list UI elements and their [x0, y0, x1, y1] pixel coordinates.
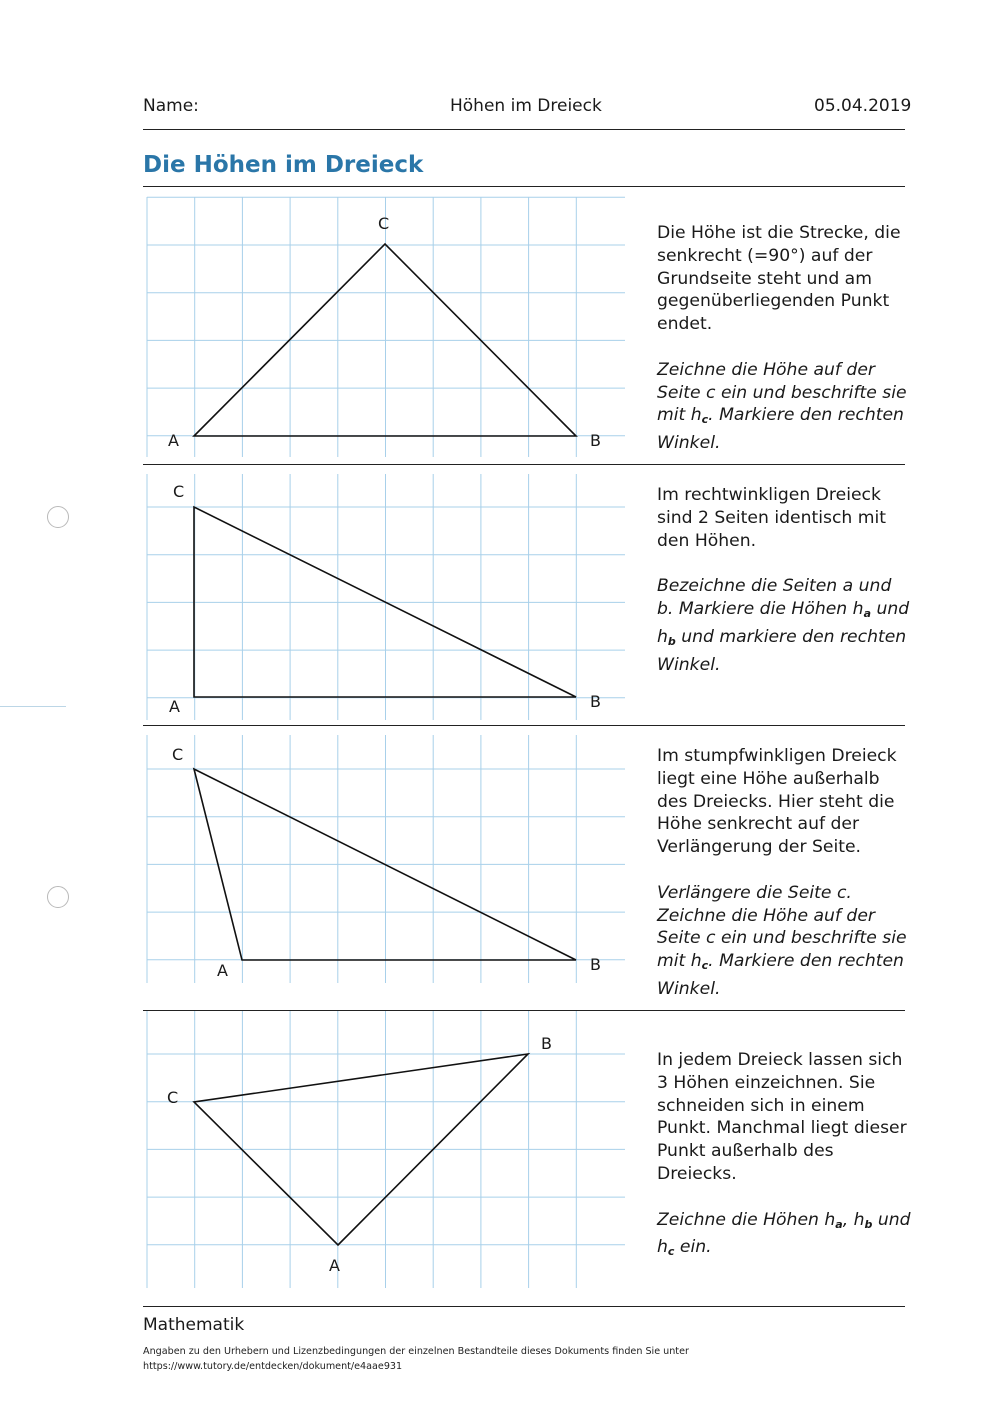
page-title: Die Höhen im Dreieck — [143, 152, 424, 178]
name-label: Name: — [143, 96, 199, 116]
triangle-1-vertex-b: B — [590, 431, 601, 450]
section-2-info: Im rechtwinkligen Dreieck sind 2 Seiten identisch mit den Höhen. — [657, 485, 887, 551]
square-grid — [147, 197, 625, 1288]
section-4-text — [657, 1049, 912, 1287]
triangle-3-vertex-b: B — [590, 955, 601, 974]
footer-license-text: Angaben zu den Urhebern und Lizenzbedingungen der einzelnen Bestandteile dieses Dokuments finden Sie unter — [143, 1346, 689, 1357]
section-1-task: Zeichne die Höhe auf der Seite c ein und beschrifte sie mit $h_c$. Markiere den rechten Winkel. — [657, 359, 907, 454]
section-2-text — [657, 484, 912, 699]
triangle-3-vertex-a: A — [217, 961, 228, 980]
document-title: Höhen im Dreieck — [450, 96, 602, 116]
triangle-4 — [167, 1034, 552, 1275]
section-1-info: Die Höhe ist die Strecke, die senkrecht (=90°) auf der Grundseite steht und am gegenüberliegenden Punkt endet. — [657, 223, 901, 335]
section-2-task: Bezeichne die Seiten a und b. Markiere die Höhen $h_a$ und $h_b$ und markiere den rechten Winkel. — [657, 576, 910, 675]
footer-license — [143, 1344, 689, 1374]
triangle-2 — [169, 482, 601, 716]
triangle-1-vertex-a: A — [168, 431, 179, 450]
triangle-4-vertex-b: B — [541, 1034, 552, 1053]
section-3-info: Im stumpfwinkligen Dreieck liegt eine Höhe außerhalb des Dreiecks. Hier steht die Höhe senkrecht auf der Verlängerung der Seite. — [657, 746, 897, 858]
footer-license-link[interactable]: https://www.tutory.de/entdecken/dokument/e4aae931 — [143, 1361, 403, 1372]
footer-rule — [143, 1306, 905, 1307]
document-date: 05.04.2019 — [814, 96, 912, 116]
section-3-text — [657, 745, 912, 1024]
section-3-task: Verlängere die Seite c. Zeichne die Höhe auf der Seite c ein und beschrifte sie mit $h_c$. Markiere den rechten Winkel. — [657, 882, 907, 999]
section-4-task: Zeichne die Höhen $h_a$, $h_b$ und $h_c$ ein. — [657, 1209, 911, 1259]
footer-subject: Mathematik — [143, 1315, 245, 1335]
triangle-4-vertex-a: A — [329, 1256, 340, 1275]
triangle-2-vertex-c: C — [173, 482, 185, 501]
triangle-1-vertex-c: C — [378, 214, 390, 233]
triangle-3 — [172, 745, 601, 980]
section-4-info: In jedem Dreieck lassen sich 3 Höhen einzeichnen. Sie schneiden sich in einem Punkt. Manchmal liegt dieser Punkt außerhalb des Dreiecks. — [657, 1050, 907, 1184]
section-divider-2 — [143, 725, 905, 726]
triangle-2-vertex-a: A — [169, 697, 180, 716]
triangle-3-vertex-c: C — [172, 745, 184, 764]
section-1-text — [657, 222, 912, 478]
triangle-4-vertex-c: C — [167, 1088, 179, 1107]
triangle-2-vertex-b: B — [590, 692, 601, 711]
triangle-1 — [168, 214, 601, 450]
